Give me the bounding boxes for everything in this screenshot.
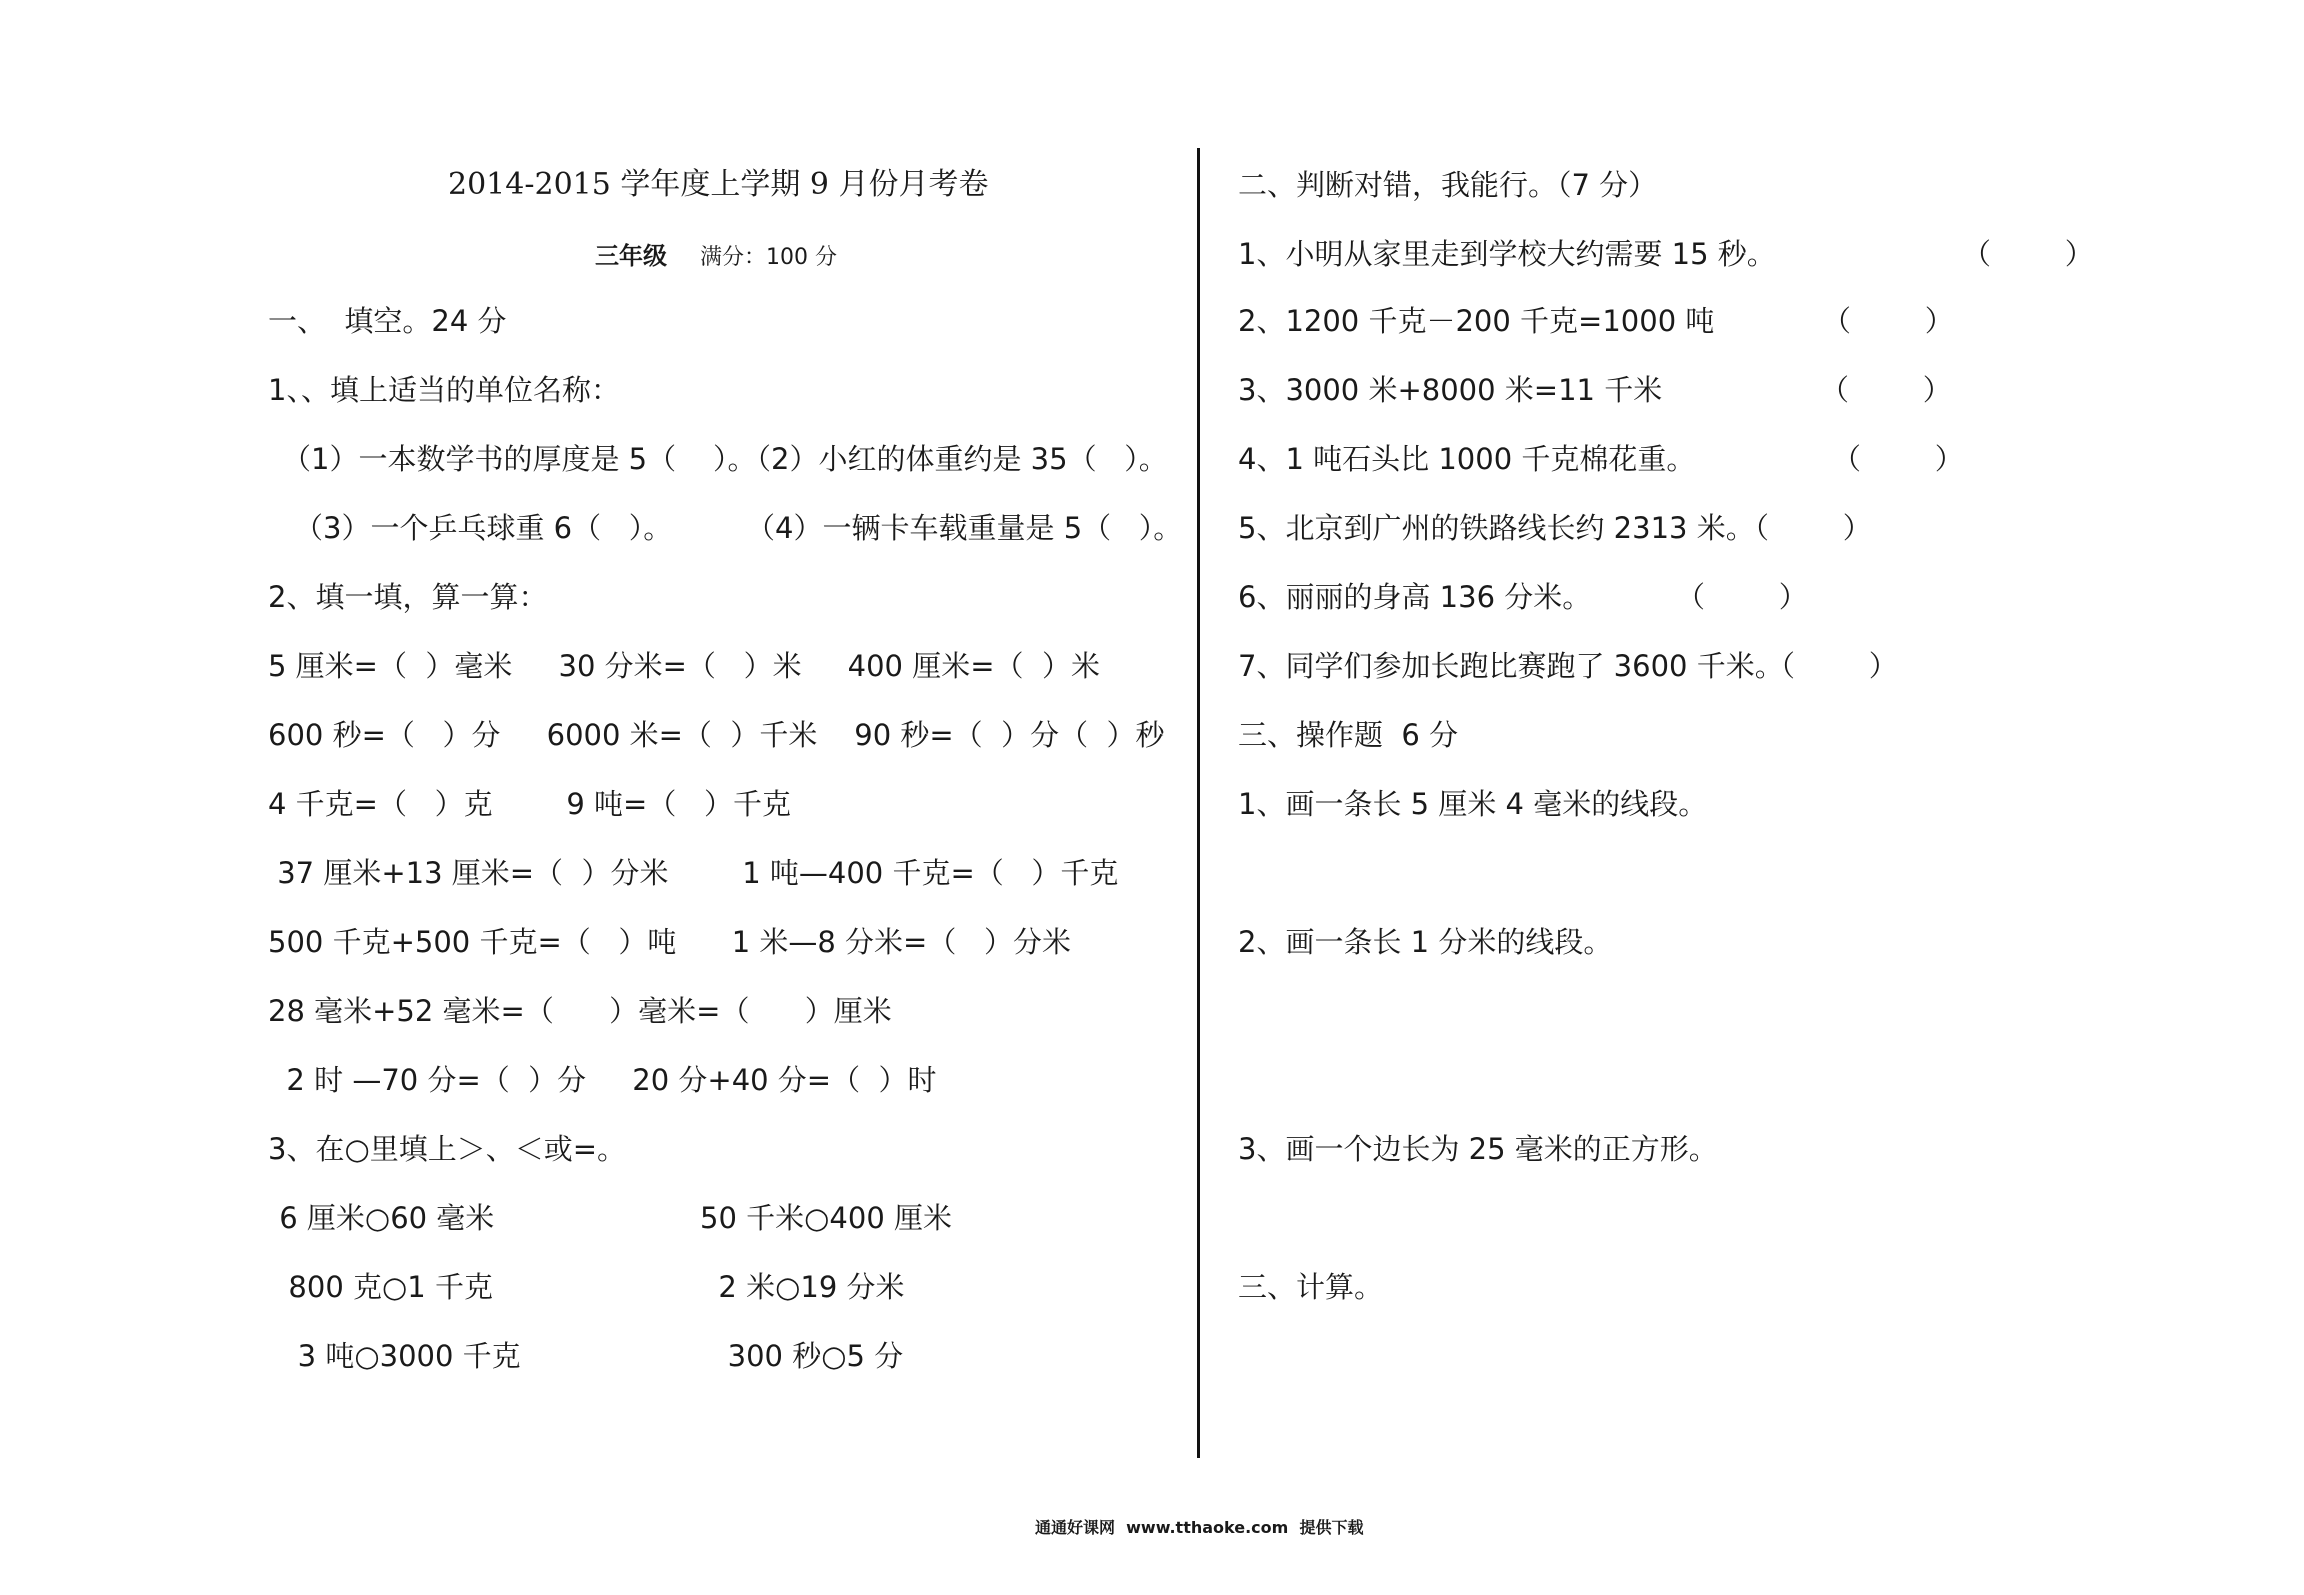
op-item: 1、画一条长 5 厘米 4 毫米的线段。 xyxy=(1238,787,1708,821)
q3-item: 300 秒○5 分 xyxy=(700,1339,904,1373)
judge-item: 7、同学们参加长跑比赛跑了 3600 千米。 xyxy=(1238,649,1784,683)
q3-item: 800 克○1 千克 xyxy=(270,1270,493,1304)
judge-bracket: （ ） xyxy=(1740,511,1872,545)
q2-line: 28 毫米+52 毫米=（ ）毫米=（ ）厘米 xyxy=(268,994,892,1028)
q2-line: 600 秒=（ ）分 6000 米=（ ）千米 90 秒=（ ）分（ ）秒 xyxy=(268,718,1165,752)
judge-bracket: （ ） xyxy=(1676,580,1808,614)
q3-item: 50 千米○400 厘米 xyxy=(700,1201,952,1235)
q2-line: 2 时 —70 分=（ ）分 20 分+40 分=（ ）时 xyxy=(268,1063,937,1097)
q2-line: 37 厘米+13 厘米=（ ）分米 1 吨—400 千克=（ ）千克 xyxy=(268,856,1119,890)
column-divider xyxy=(1197,148,1200,1458)
q3-item: 3 吨○3000 千克 xyxy=(270,1339,521,1373)
judge-item: 5、北京到广州的铁路线长约 2313 米。 xyxy=(1238,511,1755,545)
op-item: 3、画一个边长为 25 毫米的正方形。 xyxy=(1238,1132,1718,1166)
judge-bracket: （ ） xyxy=(1962,237,2094,271)
judge-item: 1、小明从家里走到学校大约需要 15 秒。 xyxy=(1238,237,1776,271)
q2-title: 2、填一填，算一算： xyxy=(268,580,548,614)
op-item: 2、画一条长 1 分米的线段。 xyxy=(1238,925,1613,959)
judge-bracket: （ ） xyxy=(1822,304,1954,338)
q3-item: 2 米○19 分米 xyxy=(700,1270,905,1304)
q2-line: 5 厘米=（ ）毫米 30 分米=（ ）米 400 厘米=（ ）米 xyxy=(268,649,1100,683)
judge-item: 3、3000 米+8000 米=11 千米 xyxy=(1238,373,1663,407)
section1-title: 一、 填空。24 分 xyxy=(268,304,507,338)
section3-title: 三、操作题 6 分 xyxy=(1238,718,1459,752)
q3-item: 6 厘米○60 毫米 xyxy=(270,1201,495,1235)
q3-title: 3、在○里填上＞、＜或=。 xyxy=(268,1132,627,1166)
judge-item: 4、1 吨石头比 1000 千克棉花重。 xyxy=(1238,442,1696,476)
full-score-label: 满分：100 分 xyxy=(700,245,837,270)
grade-label: 三年级 xyxy=(595,242,667,270)
section4-title: 三、计算。 xyxy=(1238,1270,1384,1304)
q1-line: （3）一个乒乓球重 6（ ）。 （4）一辆卡车载重量是 5（ ）。 xyxy=(294,511,1183,545)
page-title: 2014-2015 学年度上学期 9 月份月考卷 xyxy=(448,167,989,202)
judge-item: 2、1200 千克－200 千克=1000 吨 xyxy=(1238,304,1715,338)
judge-bracket: （ ） xyxy=(1766,649,1898,683)
q2-line: 4 千克=（ ）克 9 吨=（ ）千克 xyxy=(268,787,791,821)
section2-title: 二、判断对错，我能行。（7 分） xyxy=(1238,168,1658,202)
judge-bracket: （ ） xyxy=(1832,442,1964,476)
q1-line: （1）一本数学书的厚度是 5（ ）。（2）小红的体重约是 35（ ）。 xyxy=(282,442,1168,476)
q2-line: 500 千克+500 千克=（ ）吨 1 米—8 分米=（ ）分米 xyxy=(268,925,1071,959)
q1-title: 1、、填上适当的单位名称： xyxy=(268,373,620,407)
judge-item: 6、丽丽的身高 136 分米。 xyxy=(1238,580,1592,614)
judge-bracket: （ ） xyxy=(1820,373,1952,407)
footer-credit: 通通好课网 www.tthaoke.com 提供下载 xyxy=(1035,1518,1364,1537)
